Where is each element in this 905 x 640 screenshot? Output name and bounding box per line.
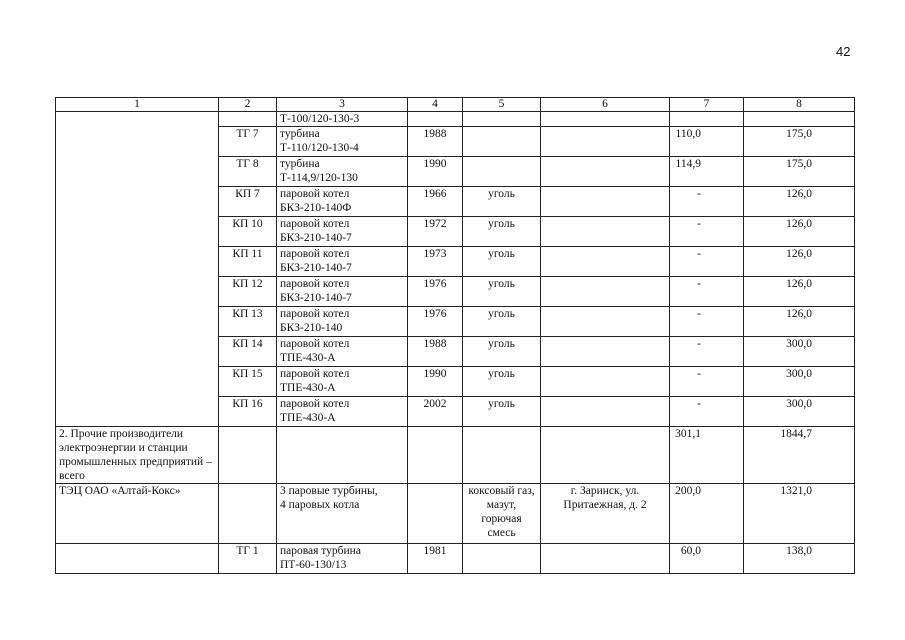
cell-col-2: КП 12 [219,277,277,307]
cell-col-4: 1976 [408,277,463,307]
table-row [56,484,855,544]
cell-col-7: - [670,397,744,427]
cell-col-4 [408,112,463,127]
cell-col-7: 114,9 [670,157,744,187]
cell-col-8: 126,0 [744,277,855,307]
cell-col-3: турбина Т-110/120-130-4 [277,127,408,157]
cell-col-6 [541,127,670,157]
col-header-5: 5 [463,98,541,112]
cell-col-6 [541,337,670,367]
table-row [56,544,855,574]
cell-col-4: 1988 [408,337,463,367]
cell-col-8: 1321,0 [744,484,855,544]
cell-col-8: 300,0 [744,397,855,427]
table-body [56,112,855,574]
col-header-2: 2 [219,98,277,112]
cell-col-6 [541,112,670,127]
cell-col-1: 2. Прочие производители электроэнергии и станции промышленных предприятий – всего [56,427,219,484]
cell-col-6 [541,217,670,247]
cell-col-2: ТГ 8 [219,157,277,187]
cell-col-6 [541,397,670,427]
cell-col-8: 175,0 [744,157,855,187]
cell-col-2: КП 7 [219,187,277,217]
cell-col-5: уголь [463,337,541,367]
cell-col-6: г. Заринск, ул. Притаежная, д. 2 [541,484,670,544]
cell-col-2: ТГ 7 [219,127,277,157]
col-header-8: 8 [744,98,855,112]
cell-col-8: 300,0 [744,367,855,397]
table-row [56,112,855,127]
col-header-3: 3 [277,98,408,112]
cell-col-8: 126,0 [744,307,855,337]
equipment-table [55,97,855,574]
cell-col-7: - [670,307,744,337]
cell-col-7: - [670,277,744,307]
cell-col-7: 110,0 [670,127,744,157]
page-number: 42 [836,44,851,59]
cell-col-5: уголь [463,187,541,217]
cell-col-5: уголь [463,307,541,337]
cell-col-1 [56,112,219,427]
cell-col-8: 126,0 [744,247,855,277]
cell-col-2 [219,427,277,484]
cell-col-3: паровой котел ТПЕ-430-А [277,337,408,367]
cell-col-3: паровой котел ТПЕ-430-А [277,397,408,427]
cell-col-5 [463,112,541,127]
col-header-1: 1 [56,98,219,112]
cell-col-6 [541,367,670,397]
cell-col-8: 1844,7 [744,427,855,484]
cell-col-5: уголь [463,247,541,277]
cell-col-7: - [670,187,744,217]
cell-col-3: паровой котел ТПЕ-430-А [277,367,408,397]
cell-col-4: 1990 [408,367,463,397]
cell-col-3: турбина Т-114,9/120-130 [277,157,408,187]
table-row [56,427,855,484]
cell-col-5: уголь [463,367,541,397]
cell-col-7: - [670,367,744,397]
cell-col-5: коксовый газ, мазут, горючая смесь [463,484,541,544]
cell-col-1 [56,544,219,574]
cell-col-7: 301,1 [670,427,744,484]
cell-col-8: 126,0 [744,187,855,217]
cell-col-7 [670,112,744,127]
cell-col-6 [541,187,670,217]
cell-col-5: уголь [463,217,541,247]
cell-col-8: 138,0 [744,544,855,574]
cell-col-5: уголь [463,397,541,427]
cell-col-7: - [670,247,744,277]
cell-col-4: 1973 [408,247,463,277]
cell-col-7: 200,0 [670,484,744,544]
col-header-4: 4 [408,98,463,112]
cell-col-6 [541,277,670,307]
cell-col-4: 1966 [408,187,463,217]
cell-col-3: паровой котел БКЗ-210-140-7 [277,217,408,247]
cell-col-6 [541,427,670,484]
cell-col-2: КП 15 [219,367,277,397]
cell-col-3 [277,427,408,484]
cell-col-5 [463,157,541,187]
cell-col-6 [541,544,670,574]
cell-col-8: 175,0 [744,127,855,157]
cell-col-2: КП 10 [219,217,277,247]
col-header-7: 7 [670,98,744,112]
cell-col-2: КП 13 [219,307,277,337]
cell-col-4 [408,484,463,544]
cell-col-3: 3 паровые турбины, 4 паровых котла [277,484,408,544]
cell-col-2: КП 11 [219,247,277,277]
cell-col-4: 1976 [408,307,463,337]
cell-col-4: 1988 [408,127,463,157]
cell-col-6 [541,307,670,337]
cell-col-1: ТЭЦ ОАО «Алтай-Кокс» [56,484,219,544]
cell-col-7: - [670,217,744,247]
cell-col-3: паровой котел БКЗ-210-140-7 [277,277,408,307]
cell-col-5 [463,544,541,574]
cell-col-4: 2002 [408,397,463,427]
col-header-6: 6 [541,98,670,112]
cell-col-6 [541,247,670,277]
cell-col-2: КП 16 [219,397,277,427]
cell-col-8: 126,0 [744,217,855,247]
cell-col-2 [219,484,277,544]
cell-col-2: ТГ 1 [219,544,277,574]
cell-col-3: Т-100/120-130-3 [277,112,408,127]
cell-col-5 [463,427,541,484]
cell-col-7: - [670,337,744,367]
cell-col-6 [541,157,670,187]
cell-col-5: уголь [463,277,541,307]
cell-col-4: 1972 [408,217,463,247]
cell-col-3: паровой котел БКЗ-210-140 [277,307,408,337]
cell-col-8: 300,0 [744,337,855,367]
header-row [56,98,855,112]
cell-col-5 [463,127,541,157]
cell-col-3: паровой котел БКЗ-210-140-7 [277,247,408,277]
cell-col-4 [408,427,463,484]
cell-col-8 [744,112,855,127]
cell-col-4: 1981 [408,544,463,574]
cell-col-7: 60,0 [670,544,744,574]
cell-col-2: КП 14 [219,337,277,367]
cell-col-4: 1990 [408,157,463,187]
cell-col-3: паровая турбина ПТ-60-130/13 [277,544,408,574]
cell-col-3: паровой котел БКЗ-210-140Ф [277,187,408,217]
cell-col-2 [219,112,277,127]
